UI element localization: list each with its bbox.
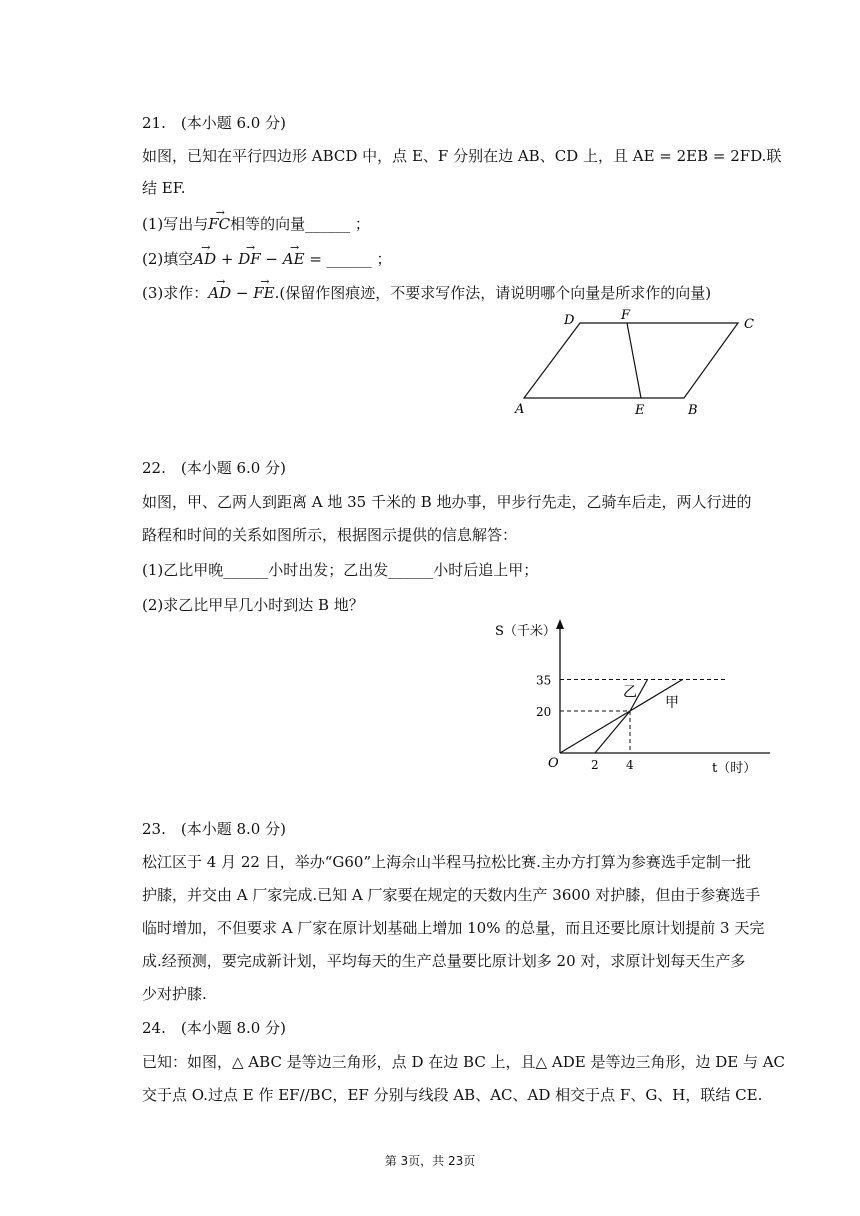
vector-ad-2: → AD xyxy=(208,282,231,304)
q22-line-2: 路程和时间的关系如图所示，根据图示提供的信息解答： xyxy=(142,526,518,544)
q23-line-2: 护膝，并交由 A 厂家完成.已知 A 厂家要在规定的天数内生产 3600 对护膝，但由于参赛选手 xyxy=(142,886,761,904)
q21-part-1-pre: (1)写出与 xyxy=(142,215,209,233)
y-tick-label: 20 xyxy=(536,705,552,719)
label-d: D xyxy=(564,313,575,328)
label-b: B xyxy=(688,403,698,418)
y-tick-label: 35 xyxy=(536,673,552,688)
vector-ae: → AE xyxy=(283,248,305,270)
page-footer: 第 3页，共 23页 xyxy=(384,1154,476,1168)
distance-time-chart xyxy=(490,615,770,785)
q23-line-5: 少对护膝. xyxy=(142,985,207,1003)
q21-part-1 xyxy=(142,213,370,235)
series-yi-label: 乙 xyxy=(623,684,637,701)
q22-line-1: 如图，甲、乙两人到距离 A 地 35 千米的 B 地办事，甲步行先走，乙骑车后走，两人行进的 xyxy=(142,493,752,511)
vector-ad: → AD xyxy=(193,248,216,270)
x-tick-label: 2 xyxy=(591,758,599,772)
q21-part-3-post: .(保留作图痕迹，不要求写作法，请说明哪个向量是所求作的向量) xyxy=(274,284,712,302)
x-axis-label: t（时） xyxy=(712,761,757,776)
q23-line-3: 临时增加，不但要求 A 厂家在原计划基础上增加 10% 的总量，而且还要比原计划提前 3 天完 xyxy=(142,919,765,937)
q23-line-4: 成.经预测，要完成新计划，平均每天的生产总量要比原计划多 20 对，求原计划每天生产多 xyxy=(142,952,746,970)
y-axis-label: S（千米） xyxy=(495,624,556,639)
q22-heading: 22. (本小题 6.0 分) xyxy=(142,459,286,477)
label-a: A xyxy=(515,402,525,417)
q21-part-2: (2)填空→ AD + → DF − → AE = ______ ； xyxy=(142,248,391,270)
label-e: E xyxy=(635,403,645,418)
q21-line-1: 如图，已知在平行四边形 ABCD 中，点 E、F 分别在边 AB、CD 上，且 AE = 2EB = 2FD.联 xyxy=(142,147,782,165)
q21-part-1-post: 相等的向量______ ； xyxy=(230,215,370,233)
q21-part-2-pre: (2)填空 xyxy=(142,250,194,268)
q23-line-1: 松江区于 4 月 22 日，举办“G60”上海佘山半程马拉松比赛.主办方打算为参赛选手定制一批 xyxy=(142,853,751,871)
y-axis-arrow xyxy=(556,619,564,629)
label-c: C xyxy=(744,317,754,332)
q22-part-2: (2)求乙比甲早几小时到达 B 地？ xyxy=(142,596,364,614)
vector-df: → DF xyxy=(238,248,260,270)
series-jia-line xyxy=(560,680,683,754)
series-jia-label: 甲 xyxy=(665,694,679,711)
q21-heading: 21. (本小题 6.0 分) xyxy=(142,114,286,132)
q21-part-3: (3)求作：→ AD − → FE.(保留作图痕迹，不要求写作法，请说明哪个向量是所求作的向量) xyxy=(142,282,711,304)
segment-ef xyxy=(627,323,641,398)
q24-line-2: 交于点 O.过点 E 作 EF//BC，EF 分别与线段 AB、AC、AD 相交于点 F、G、H，联结 CE. xyxy=(142,1086,763,1104)
origin-label: O xyxy=(548,756,559,771)
q21-part-3-pre: (3)求作： xyxy=(142,284,209,302)
q21-part-2-post: = ______ ； xyxy=(309,250,392,268)
parallelogram-abcd xyxy=(524,323,738,398)
q23-heading: 23. (本小题 8.0 分) xyxy=(142,820,286,838)
x-tick-label: 4 xyxy=(626,758,634,772)
vector-fc: → FC xyxy=(208,213,230,235)
label-f: F xyxy=(621,308,631,323)
vector-fe: → FE xyxy=(253,282,274,304)
q24-heading: 24. (本小题 8.0 分) xyxy=(142,1019,286,1037)
parallelogram-figure xyxy=(500,305,770,420)
q24-line-1: 已知：如图，△ ABC 是等边三角形，点 D 在边 BC 上，且△ ADE 是等边三角形，边 DE 与 AC xyxy=(142,1053,786,1071)
q21-line-2: 结 EF. xyxy=(142,179,186,197)
q22-part-1: (1)乙比甲晚______小时出发；乙出发______小时后追上甲； xyxy=(142,561,539,579)
